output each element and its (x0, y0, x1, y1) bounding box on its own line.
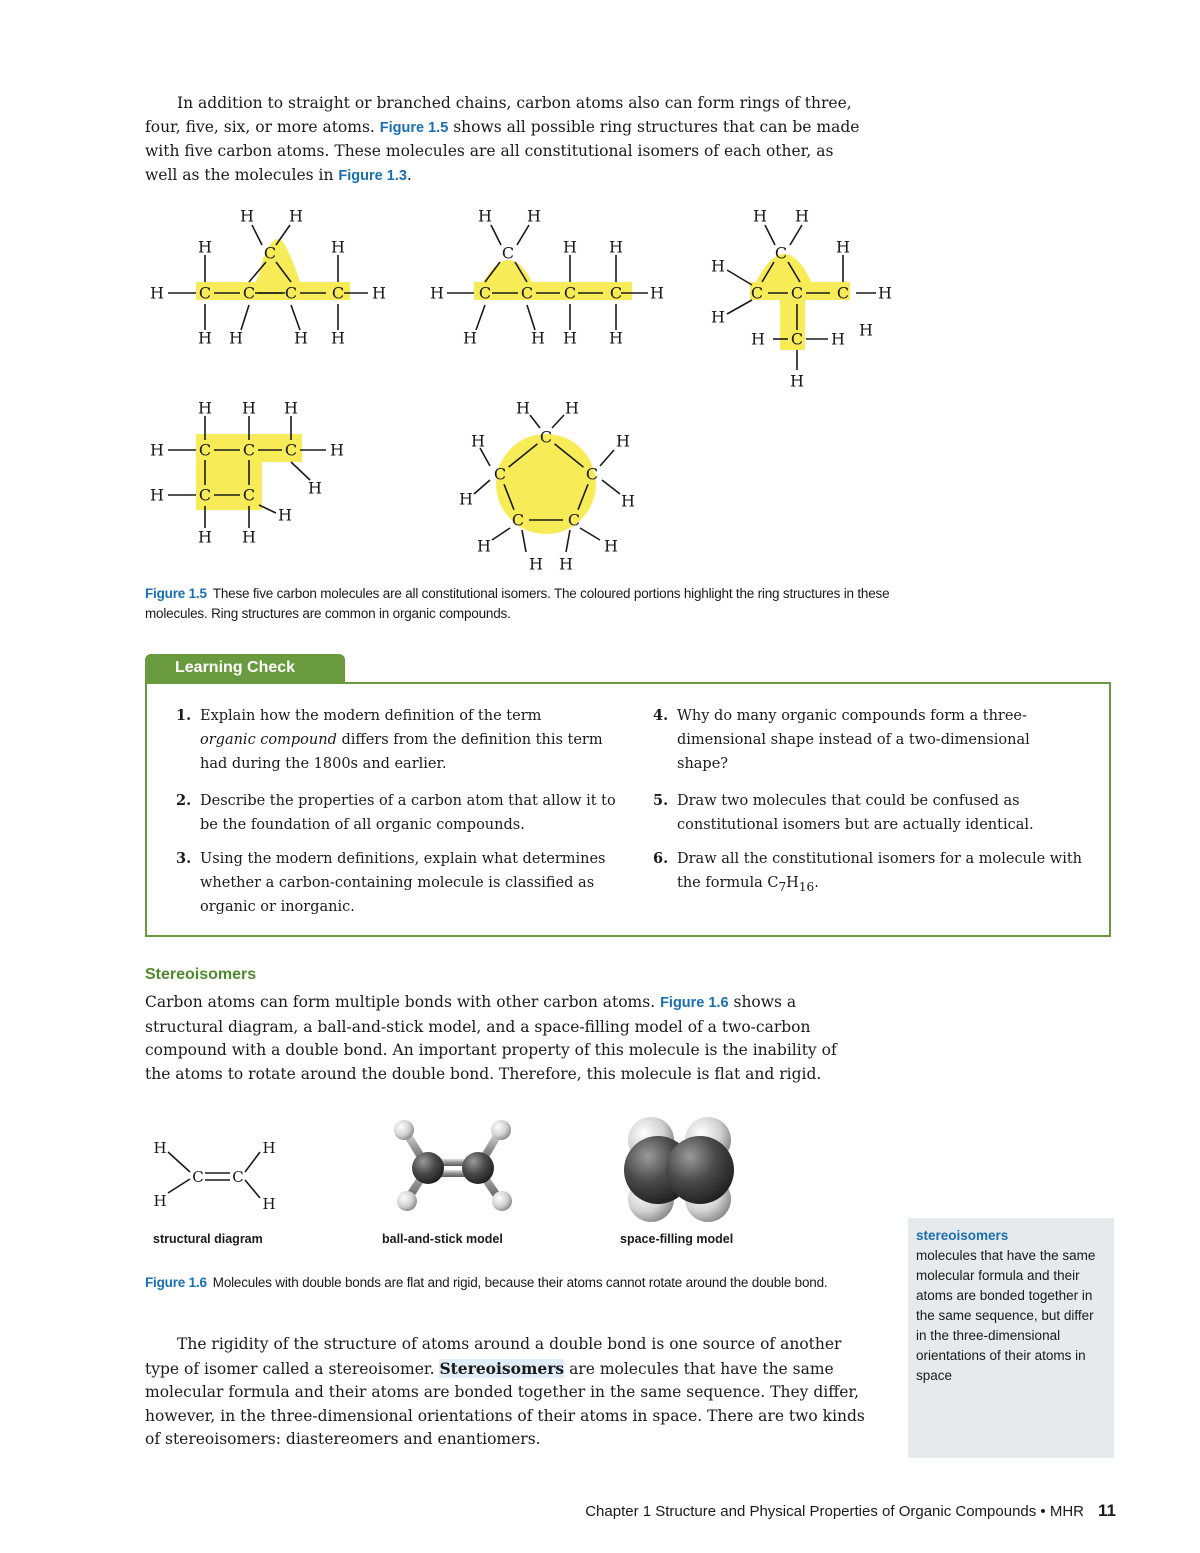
stereoisomer-paragraph (145, 1333, 867, 1452)
atom-h: H (559, 554, 573, 574)
atom-c: C (198, 283, 212, 303)
atom-h: H (790, 371, 804, 391)
atom-h: H (563, 328, 577, 348)
bond-line (480, 448, 490, 466)
atom-c: C (520, 283, 534, 303)
atom-h: H (609, 237, 623, 257)
bond-line (600, 450, 614, 466)
question-text: Using the modern definitions, explain what determines whether a carbon-containing molecule is classified as organic or inorganic. (200, 851, 606, 915)
question-2 (176, 789, 620, 837)
atom-h: H (711, 256, 725, 276)
structural-diagram-label: structural diagram (153, 1232, 263, 1246)
stereo-text-4: are molecules that have the same molecular formula and their atoms are bonded together in the same sequence. They differ, however, in the three-dimensional orientations of their atoms in space. There are two kinds of stereoisomers: diastereomers and enantiomers. (145, 1359, 865, 1448)
page-number: 11 (1098, 1501, 1116, 1520)
atom-c: C (331, 283, 345, 303)
question-3 (176, 847, 620, 919)
bond-line (727, 300, 752, 314)
question-term: organic compound (200, 732, 337, 748)
ball-and-stick-label: ball-and-stick model (382, 1232, 503, 1246)
atom-h: H (262, 1139, 276, 1157)
atom-c: C (511, 510, 525, 530)
figure-1-5-label: Figure 1.5 (145, 586, 207, 601)
bond-line (291, 462, 310, 480)
bond-line (552, 415, 564, 428)
atom-c: C (198, 440, 212, 460)
question-5 (653, 789, 1077, 837)
atom-h: H (477, 536, 491, 556)
atom-c: C (501, 243, 515, 263)
atom-h: H (471, 431, 485, 451)
atom-h: H (609, 328, 623, 348)
question-number: 5. (653, 792, 669, 809)
atom-c: C (242, 283, 256, 303)
question-1 (176, 704, 620, 776)
atom-h: H (153, 1139, 167, 1157)
space-filling-model (624, 1117, 734, 1222)
bond-line (291, 305, 300, 330)
atom-c: C (750, 283, 764, 303)
atom-h: H (516, 398, 530, 418)
atom-c: C (242, 440, 256, 460)
atom-h: H (459, 489, 473, 509)
atom-c: C (284, 440, 298, 460)
bond-line (517, 225, 529, 245)
learning-check-tab (145, 654, 345, 684)
question-text: Draw all the constitutional isomers for a molecule with the formula C (677, 851, 1083, 891)
atom-c: C (609, 283, 623, 303)
atom-h: H (463, 328, 477, 348)
question-text: differs from the definition this term had during the 1800s and earlier. (200, 732, 603, 772)
atom-c: C (774, 243, 788, 263)
figure-1-6-label: Figure 1.6 (145, 1275, 207, 1290)
figure-1-6-text: Molecules with double bonds are flat and rigid, because their atoms cannot rotate around the double bond. (212, 1275, 828, 1290)
atom-h: H (240, 206, 254, 226)
atom-h: H (531, 328, 545, 348)
atom-c: C (242, 485, 256, 505)
question-number: 6. (653, 850, 669, 867)
bond-line (727, 270, 752, 285)
formula-subscript: 7 (778, 879, 787, 894)
atom-c: C (493, 464, 507, 484)
atom-h: H (604, 536, 618, 556)
question-text: Describe the properties of a carbon atom that allow it to be the foundation of all organic compounds. (200, 793, 616, 833)
atom-c: C (567, 510, 581, 530)
atom-c: C (263, 243, 277, 263)
glossary-box (908, 1218, 1114, 1458)
bond-line (790, 225, 802, 245)
formula-subscript: 16 (798, 879, 815, 894)
glossary-term: stereoisomers (916, 1228, 1009, 1243)
bond-line (527, 305, 535, 330)
atom-h: H (621, 491, 635, 511)
figure-1-6-reference[interactable]: Figure 1.6 (660, 995, 729, 1011)
atom-c: C (563, 283, 577, 303)
atom-c: C (585, 464, 599, 484)
bond-line (530, 415, 540, 428)
atom-h: H (150, 440, 164, 460)
learning-check-title: Learning Check (175, 659, 296, 676)
atom-h: H (294, 328, 308, 348)
formula-element: H (786, 875, 799, 891)
page-footer (520, 1501, 1116, 1521)
atom-h: H (150, 485, 164, 505)
atom-labels (150, 207, 892, 574)
figure-1-5-diagram (0, 0, 1200, 585)
stereo-text-3: The rigidity of the structure of atoms around a double bond is one source of another type of isomer called a stereoisomer. (145, 1335, 842, 1378)
question-number: 3. (176, 850, 192, 867)
stereo-text-1: Carbon atoms can form multiple bonds with other carbon atoms. (145, 993, 661, 1011)
bond-line (602, 480, 620, 494)
bond-line (241, 305, 249, 330)
atom-h: H (308, 478, 322, 498)
question-text: Explain how the modern definition of the term (200, 708, 542, 724)
atom-h: H (616, 431, 630, 451)
glossary-definition: molecules that have the same molecular formula and their atoms are bonded together in the same sequence, but differ in the three-dimensional orientations of their atoms in space (916, 1248, 1096, 1383)
section-heading: Stereoisomers (145, 966, 257, 983)
bond-line (566, 530, 570, 552)
atom-h: H (198, 527, 212, 547)
atom-h: H (711, 307, 725, 327)
atom-h: H (330, 440, 344, 460)
question-6 (653, 847, 1087, 899)
atom-h: H (478, 206, 492, 226)
atom-h: H (430, 283, 444, 303)
bond-line (580, 528, 600, 540)
atom-c: C (232, 1168, 244, 1186)
atom-c: C (836, 283, 850, 303)
bond-line (491, 225, 501, 245)
bond-line (492, 528, 510, 540)
stereo-paragraph (145, 991, 865, 1086)
atom-h: H (878, 283, 892, 303)
atom-h: H (198, 328, 212, 348)
atom-c: C (478, 283, 492, 303)
ball-and-stick-model (394, 1120, 512, 1211)
atom-h: H (198, 398, 212, 418)
atom-h: H (372, 283, 386, 303)
atom-h: H (529, 554, 543, 574)
atom-h: H (242, 398, 256, 418)
intro-text-2: shows all possible ring structures that can be made with five carbon atoms. These molecules are all constitutional isomers of each other, as well as the molecules in (145, 117, 860, 184)
atom-h: H (650, 283, 664, 303)
figure-1-6-caption (145, 1273, 865, 1293)
question-text: . (814, 875, 819, 891)
atom-h: H (565, 398, 579, 418)
bond-line (252, 225, 262, 245)
figure-1-3-reference[interactable]: Figure 1.3 (338, 167, 407, 184)
atom-h: H (751, 329, 765, 349)
question-number: 1. (176, 707, 192, 724)
atom-c: C (198, 485, 212, 505)
atom-c: C (539, 427, 553, 447)
chapter-title: Chapter 1 Structure and Physical Properties of Organic Compounds • MHR (585, 1503, 1085, 1520)
atom-h: H (153, 1192, 167, 1210)
question-number: 2. (176, 792, 192, 809)
atom-h: H (753, 206, 767, 226)
intro-text-1: In addition to straight or branched chains, carbon atoms also can form rings of three, four, five, six, or more atoms. (145, 94, 852, 136)
question-text: Draw two molecules that could be confused as constitutional isomers but are actually identical. (677, 793, 1034, 833)
atom-h: H (527, 206, 541, 226)
bond-line (474, 480, 490, 494)
atom-h: H (563, 237, 577, 257)
atom-h: H (859, 320, 873, 340)
atom-h: H (284, 398, 298, 418)
bond-line (476, 305, 485, 330)
question-number: 4. (653, 707, 669, 724)
atom-h: H (795, 206, 809, 226)
atom-h: H (331, 328, 345, 348)
atom-h: H (331, 237, 345, 257)
atom-c: C (790, 283, 804, 303)
question-4 (653, 704, 1077, 776)
stereo-text-2: shows a structural diagram, a ball-and-stick model, and a space-filling model of a two-carbon compound with a double bond. An important property of this molecule is the inability of the atoms to rotate around the double bond. Therefore, this molecule is flat and rigid. (145, 993, 837, 1083)
intro-text-3: . (406, 165, 412, 184)
atom-h: H (278, 505, 292, 525)
atom-c: C (790, 329, 804, 349)
atom-h: H (229, 328, 243, 348)
atom-c: C (192, 1168, 204, 1186)
atom-h: H (242, 527, 256, 547)
atom-h: H (198, 237, 212, 257)
space-filling-label: space-filling model (620, 1232, 734, 1246)
structural-diagram (168, 1152, 260, 1198)
figure-1-5-text: These five carbon molecules are all constitutional isomers. The coloured portions highlight the ring structures in these molecules. Ring structures are common in organic compounds. (145, 586, 890, 621)
question-text: Why do many organic compounds form a three-dimensional shape instead of a two-dimensional shape? (677, 708, 1030, 772)
stereoisomers-term[interactable]: Stereoisomers (439, 1358, 565, 1378)
atom-h: H (836, 237, 850, 257)
figure-1-5-reference[interactable]: Figure 1.5 (379, 119, 449, 136)
atom-h: H (289, 206, 303, 226)
atom-h: H (262, 1195, 276, 1213)
bond-line (522, 530, 526, 552)
atom-h: H (831, 329, 845, 349)
figure-1-5-caption (145, 584, 905, 624)
atom-c: C (284, 283, 298, 303)
bond-line (276, 225, 290, 245)
atom-h: H (150, 283, 164, 303)
bond-line (765, 225, 775, 245)
